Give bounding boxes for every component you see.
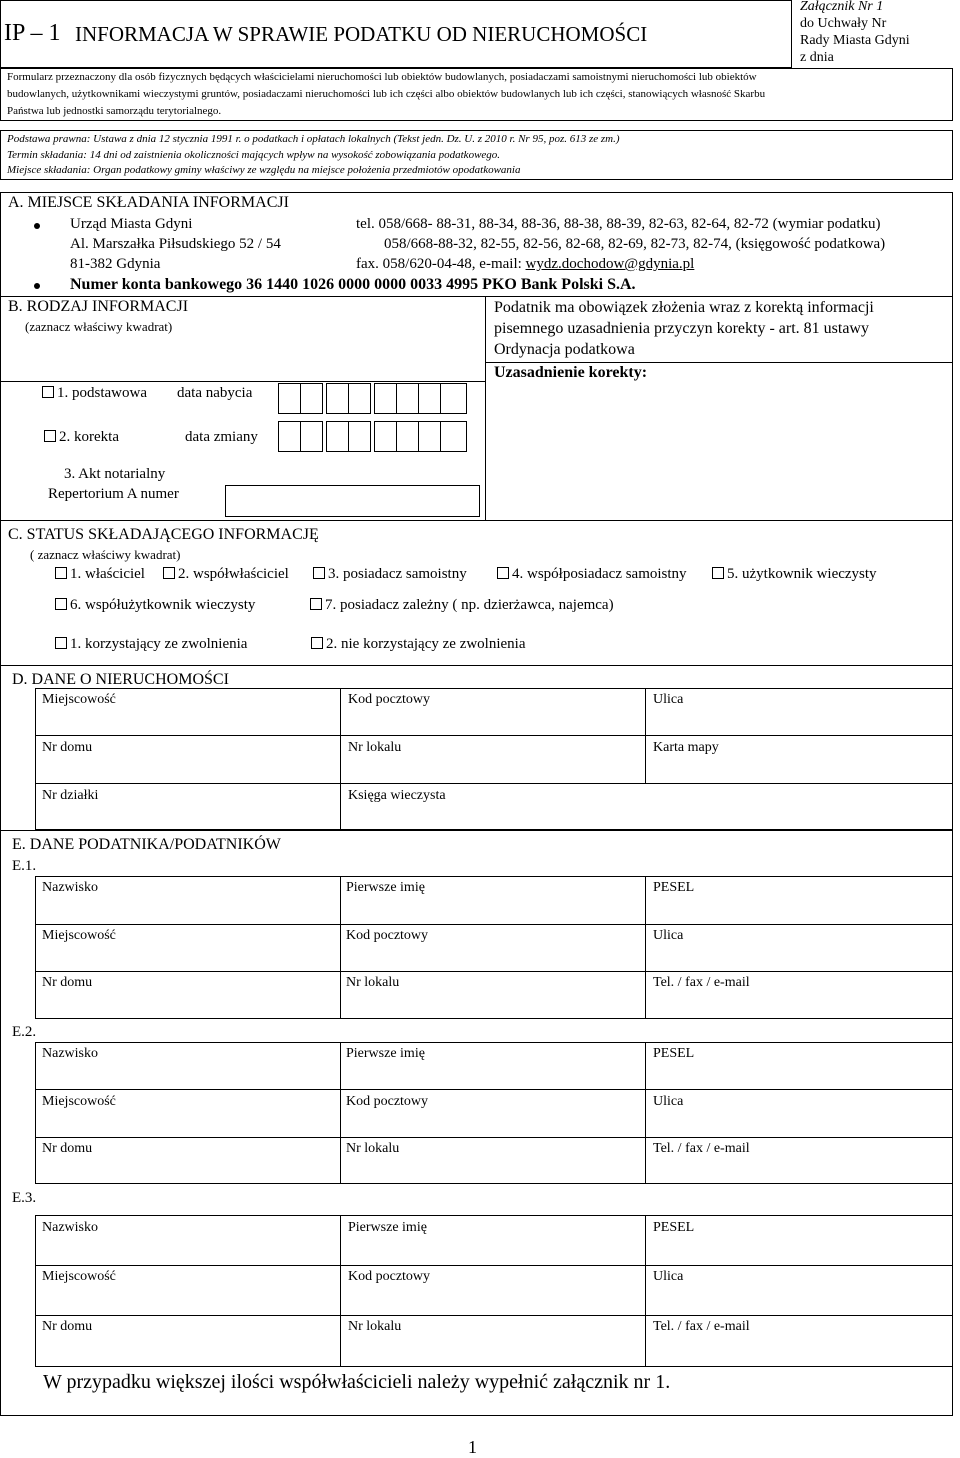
divider	[0, 665, 953, 666]
intro-line-3: Państwa lub jednostki samorządu terytorialnego.	[7, 105, 222, 117]
status-co-possessor	[497, 566, 687, 583]
divider	[485, 362, 953, 363]
possessor-checkbox[interactable]	[313, 567, 325, 579]
option-correction	[44, 429, 119, 446]
repertorium-input[interactable]	[225, 485, 480, 517]
taxpayer-1-flat-no-field[interactable]: Nr lokalu	[346, 975, 400, 990]
correction-note-2: pisemnego uzasadnienia przyczyn korekty - art. 81 ustawy	[494, 320, 869, 337]
taxpayer-3-label: E.3.	[12, 1190, 37, 1206]
taxpayer-1-grid	[35, 876, 953, 1019]
taxpayer-1-postal-field[interactable]: Kod pocztowy	[346, 928, 429, 943]
taxpayer-1-house-no-field[interactable]: Nr domu	[42, 975, 93, 990]
taxpayer-2-city-field[interactable]: Miejscowość	[42, 1094, 116, 1109]
exemption-yes-checkbox[interactable]	[55, 637, 67, 649]
property-street-field[interactable]: Ulica	[653, 692, 684, 707]
property-city-field[interactable]: Miejscowość	[42, 692, 116, 707]
intro-line-1: Formularz przeznaczony dla osób fizycznych będących właścicielami nieruchomości lub obiektów budowlanych, posiadaczami samoistnymi nieruchomości lub obiektów	[7, 71, 757, 83]
taxpayer-3-grid	[35, 1215, 953, 1367]
taxpayer-1-first-name-field[interactable]: Pierwsze imię	[346, 880, 425, 895]
status-perpetual-user	[712, 566, 877, 583]
status-co-perpetual-user	[55, 597, 255, 614]
office-tel-2: 058/668-88-32, 82-55, 82-56, 82-68, 82-69, 82-73, 82-74, (księgowość podatkowa)	[384, 236, 886, 252]
status-perpetual-user-label: 5. użytkownik wieczysty	[727, 566, 877, 582]
option-correction-label: 2. korekta	[59, 429, 119, 445]
co-possessor-checkbox[interactable]	[497, 567, 509, 579]
status-owner-label: 1. właściciel	[70, 566, 145, 582]
fax-label: fax. 058/620-04-48, e-mail:	[356, 256, 526, 272]
status-possessor-label: 3. posiadacz samoistny	[328, 566, 467, 582]
footer-note: W przypadku większej ilości współwłaścicieli należy wypełnić załącznik nr 1.	[43, 1371, 671, 1393]
exemption-no-label: 2. nie korzystający ze zwolnienia	[326, 636, 526, 652]
status-co-perpetual-user-label: 6. współużytkownik wieczysty	[70, 597, 256, 613]
status-co-owner-label: 2. współwłaściciel	[178, 566, 289, 582]
property-flat-no-field[interactable]: Nr lokalu	[348, 740, 402, 755]
form-title: INFORMACJA W SPRAWIE PODATKU OD NIERUCHOMOŚCI	[75, 22, 648, 46]
office-city: 81-382 Gdynia	[70, 256, 161, 272]
justification-label: Uzasadnienie korekty:	[494, 364, 648, 381]
option-basic	[42, 385, 147, 402]
correction-note-1: Podatnik ma obowiązek złożenia wraz z korektą informacji	[494, 299, 874, 316]
co-owner-checkbox[interactable]	[163, 567, 175, 579]
exemption-no	[311, 636, 526, 653]
taxpayer-3-first-name-field[interactable]: Pierwsze imię	[348, 1220, 427, 1235]
intro-line-2: budowlanych, użytkownikami wieczystymi gruntów, posiadaczami nieruchomości lub ich części albo obiektów budowlanych lub ich części, stanowiących własność Skarbu	[7, 88, 766, 100]
property-map-sheet-field[interactable]: Karta mapy	[653, 740, 719, 755]
taxpayer-3-house-no-field[interactable]: Nr domu	[42, 1319, 93, 1334]
annex-line-2: do Uchwały Nr	[800, 16, 887, 31]
section-c-hint: ( zaznacz właściwy kwadrat)	[30, 547, 181, 562]
divider	[0, 381, 485, 382]
bullet-icon	[34, 283, 40, 289]
justification-area[interactable]	[487, 386, 951, 518]
taxpayer-2-pesel-field[interactable]: PESEL	[653, 1046, 695, 1061]
option-basic-label: 1. podstawowa	[57, 385, 147, 401]
section-e-heading: E. DANE PODATNIKA/PODATNIKÓW	[12, 836, 281, 853]
perpetual-user-checkbox[interactable]	[712, 567, 724, 579]
taxpayer-2-postal-field[interactable]: Kod pocztowy	[346, 1094, 429, 1109]
section-b-heading: B. RODZAJ INFORMACJI	[8, 298, 189, 315]
taxpayer-3-flat-no-field[interactable]: Nr lokalu	[348, 1319, 402, 1334]
taxpayer-2-house-no-field[interactable]: Nr domu	[42, 1141, 93, 1156]
taxpayer-3-postal-field[interactable]: Kod pocztowy	[348, 1269, 431, 1284]
status-co-possessor-label: 4. współposiadacz samoistny	[512, 566, 687, 582]
property-postal-field[interactable]: Kod pocztowy	[348, 692, 431, 707]
divider	[485, 296, 486, 520]
notarial-deed-label: 3. Akt notarialny	[64, 466, 166, 482]
section-c-heading: C. STATUS SKŁADAJĄCEGO INFORMACJĘ	[8, 526, 319, 543]
status-dependent-possessor	[310, 597, 614, 614]
taxpayer-1-label: E.1.	[12, 858, 37, 874]
status-co-owner	[163, 566, 289, 583]
taxpayer-3-street-field[interactable]: Ulica	[653, 1269, 684, 1284]
taxpayer-1-contact-field[interactable]: Tel. / fax / e-mail	[653, 975, 750, 990]
annex-line-4: z dnia	[800, 50, 834, 65]
taxpayer-1-city-field[interactable]: Miejscowość	[42, 928, 116, 943]
divider	[0, 520, 953, 521]
taxpayer-2-first-name-field[interactable]: Pierwsze imię	[346, 1046, 425, 1061]
property-grid	[35, 688, 953, 830]
taxpayer-3-surname-field[interactable]: Nazwisko	[42, 1220, 98, 1235]
taxpayer-2-street-field[interactable]: Ulica	[653, 1094, 684, 1109]
taxpayer-1-pesel-field[interactable]: PESEL	[653, 880, 695, 895]
taxpayer-3-pesel-field[interactable]: PESEL	[653, 1220, 695, 1235]
status-owner	[55, 566, 145, 583]
section-a-heading: A. MIEJSCE SKŁADANIA INFORMACJI	[8, 194, 289, 211]
form-code: IP – 1	[4, 20, 61, 46]
property-plot-no-field[interactable]: Nr działki	[42, 788, 99, 803]
co-perpetual-user-checkbox[interactable]	[55, 598, 67, 610]
office-tel-1: tel. 058/668- 88-31, 88-34, 88-36, 88-38, 88-39, 82-63, 82-64, 82-72 (wymiar podatku)	[356, 216, 881, 232]
legal-basis: Podstawa prawna: Ustawa z dnia 12 stycznia 1991 r. o podatkach i opłatach lokalnych (Tekst jedn. Dz. U. z 2010 r. Nr 95, poz. 613 ze zm.)	[7, 133, 620, 145]
divider	[0, 296, 953, 297]
status-dependent-possessor-label: 7. posiadacz zależny ( np. dzierżawca, najemca)	[325, 597, 614, 613]
bullet-icon	[34, 223, 40, 229]
correction-note-3: Ordynacja podatkowa	[494, 341, 635, 358]
page-number: 1	[468, 1437, 477, 1457]
legal-deadline: Termin składania: 14 dni od zaistnienia okoliczności mających wpływ na wysokość zobowiązania podatkowego.	[7, 149, 501, 161]
legal-place: Miejsce składania: Organ podatkowy gminy właściwy ze względu na miejsce położenia przedmiotów opodatkowania	[7, 164, 521, 176]
exemption-yes	[55, 636, 247, 653]
taxpayer-3-city-field[interactable]: Miejscowość	[42, 1269, 116, 1284]
property-house-no-field[interactable]: Nr domu	[42, 740, 93, 755]
property-land-register-field[interactable]: Księga wieczysta	[348, 788, 446, 803]
divider	[0, 830, 953, 831]
correction-checkbox[interactable]	[44, 430, 56, 442]
taxpayer-2-surname-field[interactable]: Nazwisko	[42, 1046, 98, 1061]
exemption-yes-label: 1. korzystający ze zwolnienia	[70, 636, 248, 652]
taxpayer-2-label: E.2.	[12, 1024, 37, 1040]
section-b-hint: (zaznacz właściwy kwadrat)	[25, 319, 173, 334]
acquisition-date-label: data nabycia	[177, 385, 253, 401]
office-name: Urząd Miasta Gdyni	[70, 216, 193, 232]
exemption-no-checkbox[interactable]	[311, 637, 323, 649]
taxpayer-2-grid	[35, 1042, 953, 1184]
taxpayer-1-street-field[interactable]: Ulica	[653, 928, 684, 943]
status-possessor	[313, 566, 467, 583]
office-fax	[356, 256, 694, 273]
bank-account: Numer konta bankowego 36 1440 1026 0000 0000 0033 4995 PKO Bank Polski S.A.	[70, 276, 636, 293]
annex-line-1: Załącznik Nr 1	[800, 0, 884, 14]
dependent-possessor-checkbox[interactable]	[310, 598, 322, 610]
repertorium-label: Repertorium A numer	[48, 486, 179, 502]
annex-line-3: Rady Miasta Gdyni	[800, 33, 910, 48]
taxpayer-2-flat-no-field[interactable]: Nr lokalu	[346, 1141, 400, 1156]
owner-checkbox[interactable]	[55, 567, 67, 579]
office-street: Al. Marszałka Piłsudskiego 52 / 54	[70, 236, 281, 252]
taxpayer-1-surname-field[interactable]: Nazwisko	[42, 880, 98, 895]
change-date-label: data zmiany	[185, 429, 258, 445]
email-link[interactable]: wydz.dochodow@gdynia.pl	[525, 256, 695, 272]
taxpayer-2-contact-field[interactable]: Tel. / fax / e-mail	[653, 1141, 750, 1156]
taxpayer-3-contact-field[interactable]: Tel. / fax / e-mail	[653, 1319, 750, 1334]
basic-checkbox[interactable]	[42, 386, 54, 398]
section-d-heading: D. DANE O NIERUCHOMOŚCI	[12, 671, 229, 688]
